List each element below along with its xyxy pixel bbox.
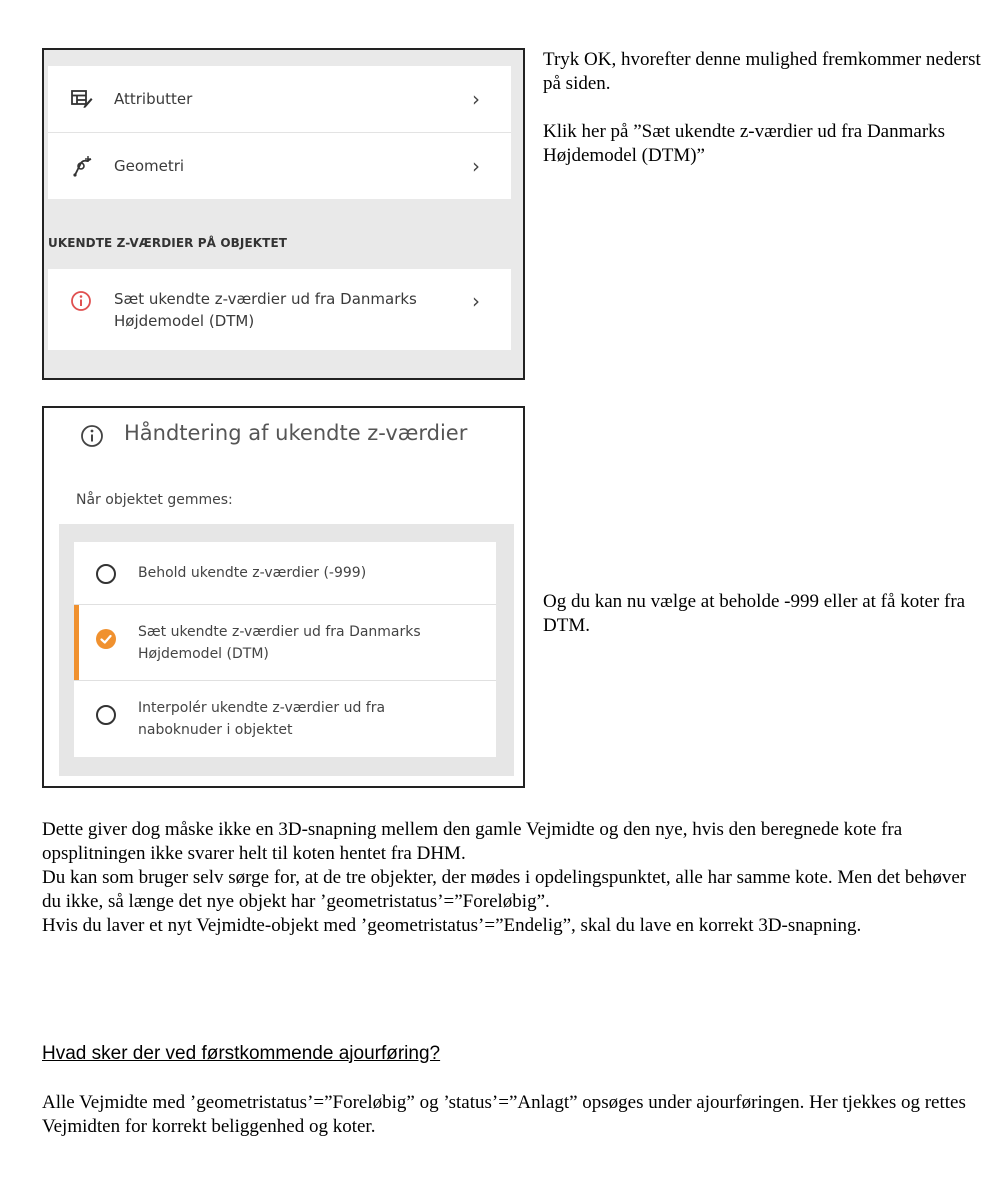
option-label: Interpolér ukendte z-værdier ud fra naboknuder i objektet (138, 700, 386, 738)
option-label: Behold ukendte z-værdier (-999) (138, 565, 367, 581)
section-header: UKENDTE Z-VÆRDIER PÅ OBJEKTET (48, 236, 288, 250)
radio-button[interactable] (96, 705, 116, 725)
option-keep-unknown[interactable] (74, 542, 496, 604)
side-instructions-2 (543, 590, 983, 638)
chevron-right-icon: › (472, 154, 480, 178)
checkmark-icon (96, 629, 116, 649)
attributes-icon (70, 87, 94, 111)
body-paragraph: Dette giver dog måske ikke en 3D-snapning mellem den gamle Vejmidte og den nye, hvis den beregnede kote fra opsplitningen ikke svarer helt til koten hentet fra DHM. (42, 819, 903, 864)
chevron-right-icon: › (472, 87, 480, 111)
geometry-icon (70, 154, 94, 178)
menu-item-set-unknown-z[interactable] (48, 269, 511, 350)
body-paragraph: Du kan som bruger selv sørge for, at de tre objekter, der mødes i opdelingspunktet, alle har samme kote. Men det behøver du ikke, så længe det nye objekt har ’geometristatus’=”Foreløbig”. (42, 867, 967, 912)
options-panel (59, 524, 514, 776)
chevron-right-icon: › (472, 289, 480, 313)
instruction-paragraph: Tryk OK, hvorefter denne mulighed fremkommer nederst på siden. (543, 49, 981, 94)
menu-item-label: Attributter (114, 90, 193, 108)
option-interpolate[interactable] (74, 681, 496, 757)
body-text (42, 818, 972, 938)
body-paragraph: Alle Vejmidte med ’geometristatus’=”Foreløbig” og ’status’=”Anlagt” opsøges under ajourføringen. Her tjekkes og rettes Vejmidten for korrekt beliggenhed og koter. (42, 1092, 966, 1137)
instruction-paragraph: Og du kan nu vælge at beholde -999 eller at få koter fra DTM. (543, 591, 966, 636)
info-icon (80, 424, 104, 448)
section-heading: Hvad sker der ved førstkommende ajourføring? (42, 1043, 441, 1064)
menu-item-label: Geometri (114, 157, 185, 175)
radio-button[interactable] (96, 564, 116, 584)
menu-item-attributes[interactable] (48, 66, 511, 132)
side-instructions-1 (543, 48, 983, 168)
instruction-paragraph: Klik her på ”Sæt ukendte z-værdier ud fra Danmarks Højdemodel (DTM)” (543, 121, 946, 166)
radio-button-checked[interactable] (96, 629, 116, 649)
option-label: Sæt ukendte z-værdier ud fra Danmarks Højdemodel (DTM) (138, 624, 421, 662)
body-paragraph: Hvis du laver et nyt Vejmidte-objekt med ’geometristatus’=”Endelig”, skal du lave en korrekt 3D-snapning. (42, 915, 862, 936)
body-text (42, 1091, 972, 1139)
warning-info-icon (70, 290, 92, 312)
dialog-title: Håndtering af ukendte z-værdier (124, 421, 468, 445)
selected-accent-bar (74, 605, 79, 680)
object-menu-screenshot (42, 48, 525, 380)
dialog-subtitle: Når objektet gemmes: (76, 492, 233, 508)
menu-item-geometry[interactable] (48, 133, 511, 199)
menu-item-label: Sæt ukendte z-værdier ud fra Danmarks Højdemodel (DTM) (114, 290, 417, 330)
option-set-from-dtm[interactable] (74, 605, 496, 680)
unknown-z-dialog-screenshot (42, 406, 525, 788)
